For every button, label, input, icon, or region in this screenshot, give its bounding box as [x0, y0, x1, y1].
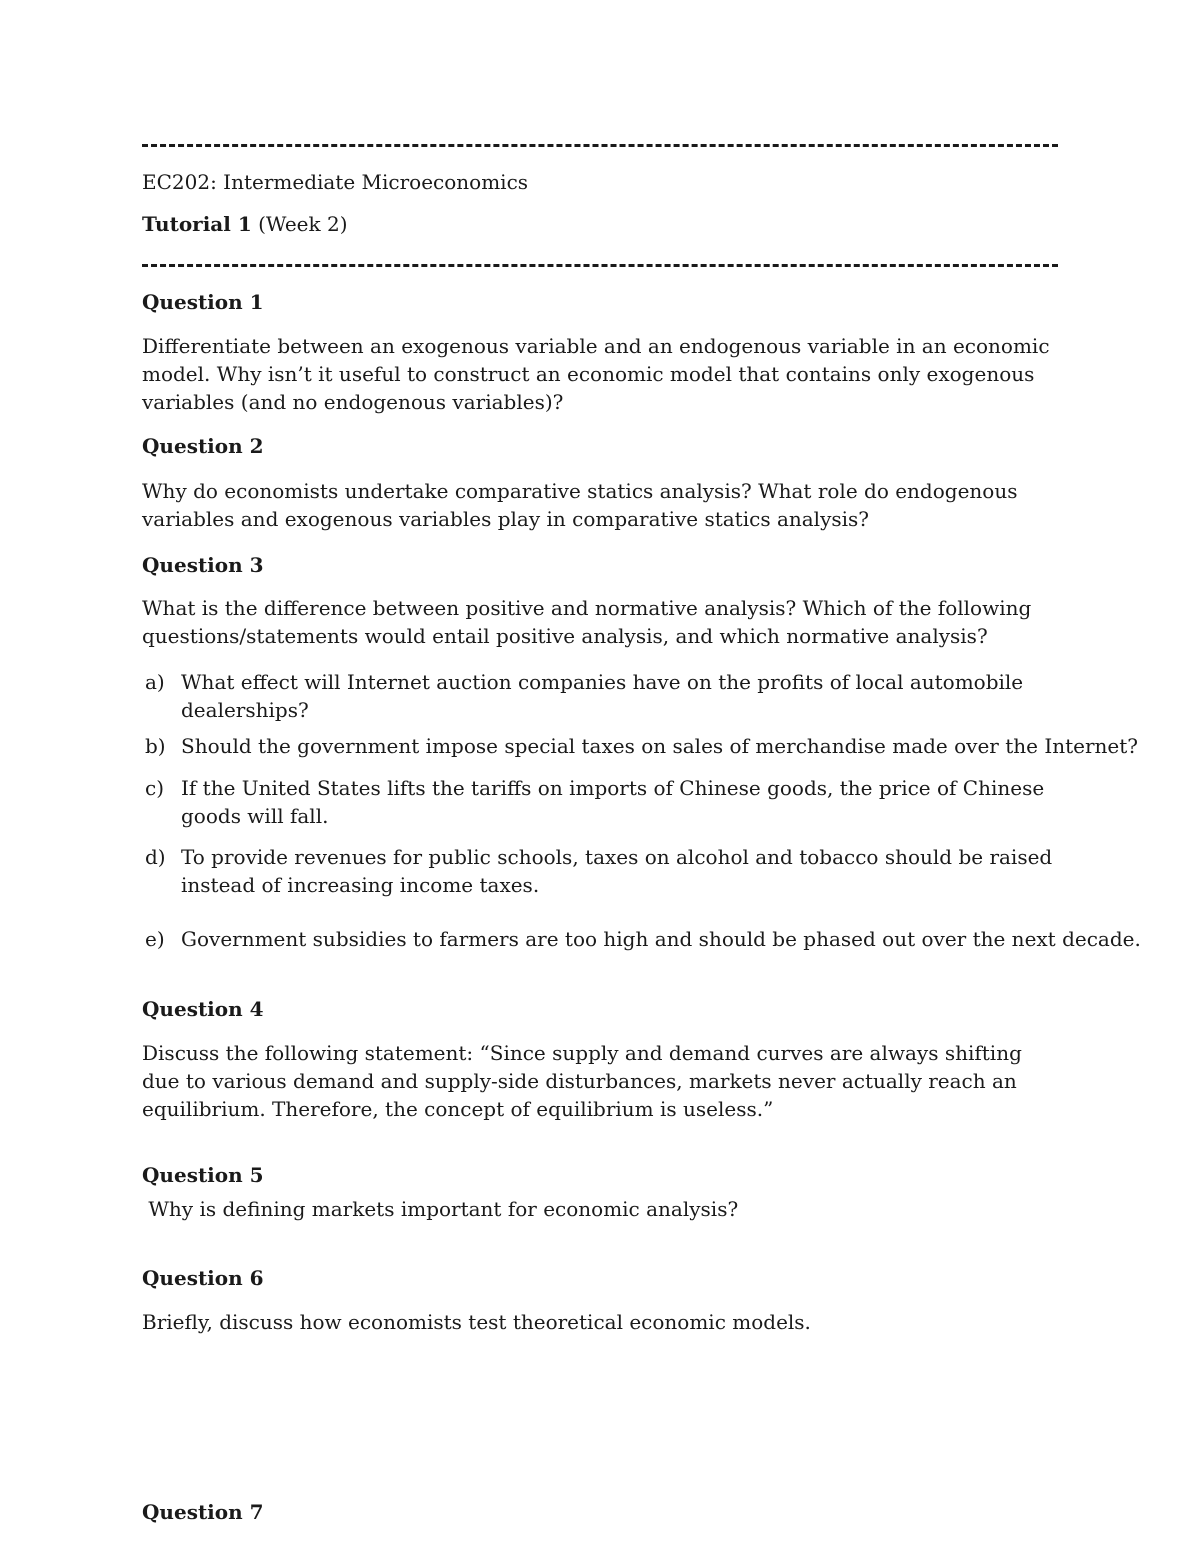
question-4-text: Discuss the following statement: “Since supply and demand curves are always shifting due to various demand and supply-side disturbances, markets never actually reach an equilibrium. Therefore, the concept of equilibrium is useless.”: [142, 1041, 1022, 1121]
item-text: Government subsidies to farmers are too high and should be phased out over the next decade.: [181, 927, 1141, 951]
course-title: EC202: Intermediate Microeconomics: [142, 170, 529, 194]
question-3-item-a: [142, 668, 1060, 724]
question-3-item-b: [142, 732, 1139, 760]
item-label: d): [145, 845, 166, 869]
question-3-item-c: [142, 774, 1060, 830]
question-6-text: Briefly, discuss how economists test theoretical economic models.: [142, 1310, 811, 1334]
header-dashed-divider: [142, 264, 1058, 267]
question-3-item-e: [142, 925, 1141, 953]
question-3-text: What is the difference between positive and normative analysis? Which of the following questions/statements would entail positive analysis, and which normative analysis?: [142, 596, 1032, 648]
top-dashed-divider: [142, 144, 1058, 147]
question-5-heading: Question 5: [142, 1163, 264, 1187]
tutorial-week: (Week 2): [251, 212, 348, 236]
item-text: If the United States lifts the tariffs on imports of Chinese goods, the price of Chinese goods will fall.: [181, 776, 1045, 828]
tutorial-label: Tutorial 1: [142, 212, 252, 236]
question-6-heading: Question 6: [142, 1266, 264, 1290]
tutorial-line: [142, 210, 348, 238]
question-2-text: Why do economists undertake comparative statics analysis? What role do endogenous variables and exogenous variables play in comparative statics analysis?: [142, 479, 1018, 531]
question-3-heading: Question 3: [142, 553, 264, 577]
question-2-heading: Question 2: [142, 434, 264, 458]
item-label: e): [145, 927, 165, 951]
question-5-text: Why is defining markets important for economic analysis?: [142, 1197, 739, 1221]
item-label: a): [145, 670, 165, 694]
question-1-text: Differentiate between an exogenous variable and an endogenous variable in an economic model. Why isn’t it useful to construct an economic model that contains only exogenous variables (and no endogenous variables)?: [142, 334, 1050, 414]
question-7-heading: Question 7: [142, 1500, 264, 1524]
item-label: c): [145, 776, 165, 800]
item-text: To provide revenues for public schools, taxes on alcohol and tobacco should be raised instead of increasing income taxes.: [181, 845, 1053, 897]
question-4-heading: Question 4: [142, 997, 264, 1021]
question-1-heading: Question 1: [142, 290, 264, 314]
item-text: Should the government impose special taxes on sales of merchandise made over the Internet?: [181, 734, 1139, 758]
item-text: What effect will Internet auction companies have on the profits of local automobile dealerships?: [181, 670, 1024, 722]
item-label: b): [145, 734, 166, 758]
question-3-item-d: [142, 843, 1060, 899]
